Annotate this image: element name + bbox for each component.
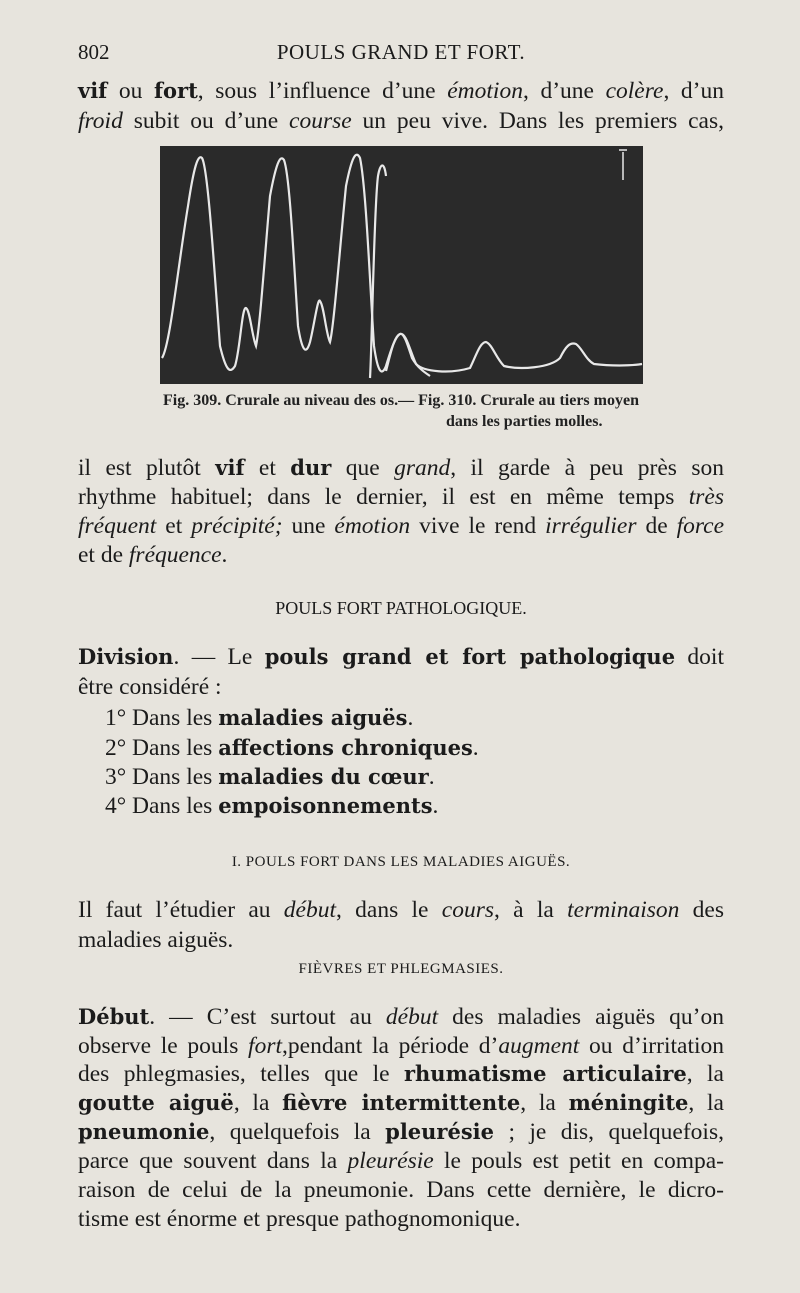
list-item: 4° Dans les empoisonnements. [105,793,439,819]
text-line: goutte aiguë, la fièvre intermittente, la méningite, la [78,1090,724,1116]
section-title: POULS FORT PATHOLOGIQUE. [275,598,527,618]
text-line: raison de celui de la pneumonie. Dans cette dernière, le dicro- [78,1177,724,1203]
page-number: 802 [78,40,110,64]
text-line: froid subit ou d’une course un peu vive. Dans les premiers cas, [78,108,724,134]
pulse-tracing-figure [160,146,643,384]
figure-caption: Fig. 309. Crurale au niveau des os.— Fig. 310. Crurale au tiers moyen [163,392,639,409]
text-line: être considéré : [78,674,222,700]
text-line: des phlegmasies, telles que le rhumatisme articulaire, la [78,1061,724,1087]
text-line: pneumonie, quelquefois la pleurésie ; je dis, quelquefois, [78,1119,724,1145]
list-item: 2° Dans les affections chroniques. [105,735,479,761]
text-line: il est plutôt vif et dur que grand, il garde à peu près son [78,455,724,481]
text-line: rhythme habituel; dans le dernier, il est en même temps très [78,484,724,510]
page-header [78,40,724,70]
text-line: vif ou fort, sous l’influence d’une émotion, d’une colère, d’un [78,78,725,104]
list-item: 1° Dans les maladies aiguës. [105,705,414,731]
text-line: et de fréquence. [78,542,228,568]
text-line: parce que souvent dans la pleurésie le pouls est petit en compa- [78,1148,725,1174]
list-item: 3° Dans les maladies du cœur. [105,764,435,790]
text-line: tisme est énorme et presque pathognomonique. [78,1206,521,1232]
text-line: fréquent et précipité; une émotion vive le rend irrégulier de force [78,513,725,539]
figure-caption-cont: dans les parties molles. [446,413,603,430]
subsection-title: I. POULS FORT DANS LES MALADIES AIGUËS. [231,854,571,870]
running-head: POULS GRAND ET FORT. [276,40,526,64]
text-line: observe le pouls fort,pendant la période d’augment ou d’irritation [78,1033,725,1059]
subsubsection-title: FIÈVRES ET PHLEGMASIES. [298,961,504,977]
text-line: Début. — C’est surtout au début des maladies aiguës qu’on [78,1004,724,1030]
text-line: maladies aiguës. [78,927,234,953]
text-line: Division. — Le pouls grand et fort pathologique doit [78,644,724,670]
text-line: Il faut l’étudier au début, dans le cours, à la terminaison des [78,897,724,923]
pulse-tracing [160,146,643,384]
